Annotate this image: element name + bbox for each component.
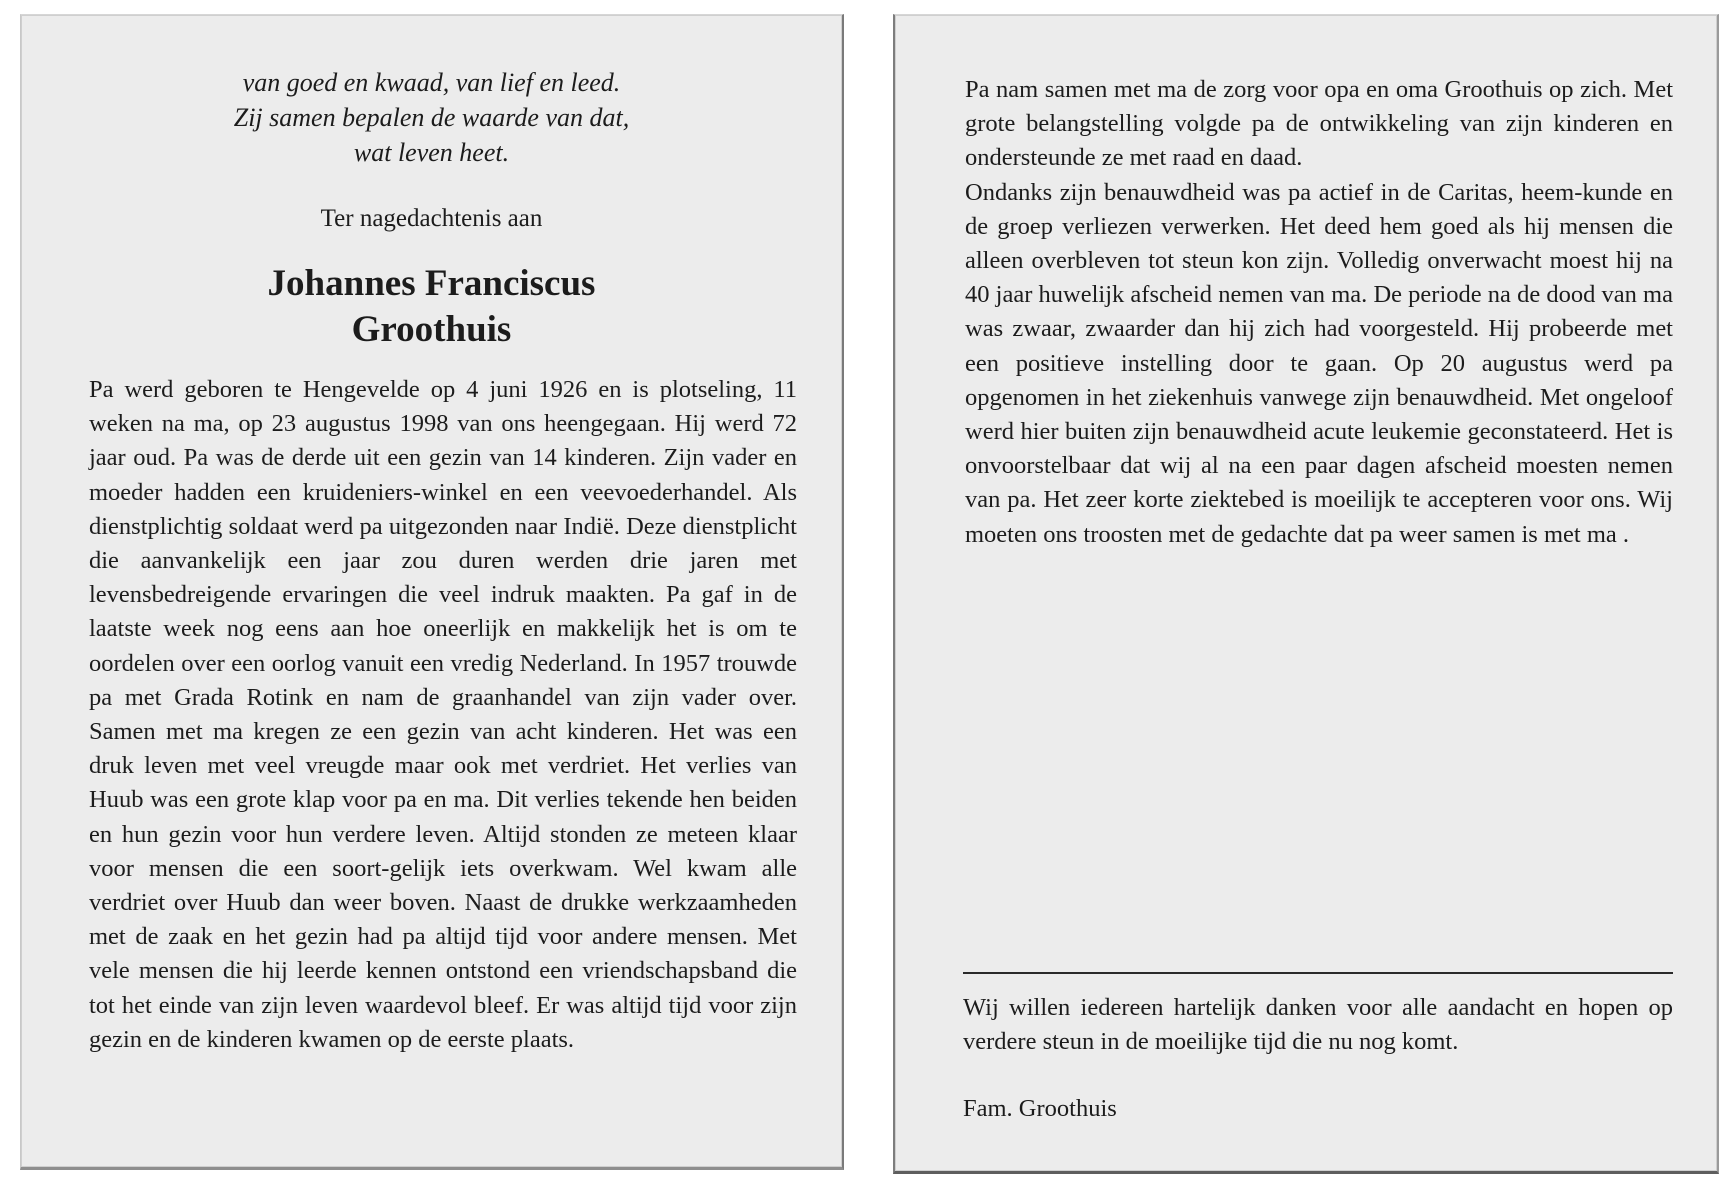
poem-line-2: Zij samen bepalen de waarde van dat, [233,103,630,132]
poem-line-1: van goed en kwaad, van lief en leed. [242,68,621,97]
story-paragraph-1: Pa nam samen met ma de zorg voor opa en oma Groothuis op zich. Met grote belangstelling volgde pa de ontwikkeling van zijn kinderen en ondersteunde ze met raad en daad. [965,76,1673,172]
poem-line-3: wat leven heet. [353,138,510,167]
story-paragraph-2: Ondanks zijn benauwdheid was pa actief in de Caritas, heem-kunde en de groep verliezen verwerken. Het deed hem goed als hij mensen die alleen overbleven tot steun kon zijn. Volledig onverwacht moest hij na 40 jaar huwelijk afscheid nemen van ma. De periode na de dood van ma was zwaar, zwaarder dan hij zich had voorgesteld. Hij probeerde met een positieve instelling door te gaan. Op 20 augustus werd pa opgenomen in het ziekenhuis vanwege zijn benauwdheid. Met ongeloof werd hier buiten zijn benauwdheid acute leukemie geconstateerd. Het is onvoorstelbaar dat wij al na een paar dagen afscheid moesten nemen van pa. Het zeer korte ziektebed is moeilijk te accepteren voor ons. Wij moeten ons troosten met de gedachte dat pa weer samen is met ma . [965,178,1673,548]
poem-verse [21,65,842,170]
family-signature: Fam. Groothuis [963,1095,1117,1122]
memorial-card-left-page [20,14,844,1170]
deceased-name [21,261,842,353]
deceased-given-names: Johannes Franciscus [267,263,596,304]
memorial-intro: Ter nagedachtenis aan [320,205,543,232]
section-divider [963,972,1673,974]
biography-text: Pa werd geboren te Hengevelde op 4 juni 1926 en is plotseling, 11 weken na ma, op 23 augustus 1998 van ons heengegaan. Hij werd 72 jaar oud. Pa was de derde uit een gezin van 14 kinderen. Zijn vader en moeder hadden een kruideniers-winkel en een veevoederhandel. Als dienstplichtig soldaat werd pa uitgezonden naar Indië. Deze dienstplicht die aanvankelijk een jaar zou duren werden drie jaren met levensbedreigende ervaringen die veel indruk maakten. Pa gaf in de laatste week nog eens aan hoe oneerlijk en makkelijk het is om te oordelen over een oorlog vanuit een vredig Nederland. In 1957 trouwde pa met Grada Rotink en nam de graanhandel van zijn vader over. Samen met ma kregen ze een gezin van acht kinderen. Het was een druk leven met veel vreugde maar ook met verdriet. Het verlies van Huub was een grote klap voor pa en ma. Dit verlies tekende hen beiden en hun gezin voor hun verdere leven. Altijd stonden ze meteen klaar voor mensen die een soort-gelijk iets overkwam. Wel kwam alle verdriet over Huub dan weer boven. Naast de drukke werkzaamheden met de zaak en het gezin had pa altijd tijd voor andere mensen. Met vele mensen die hij leerde kennen ontstond een vriendschapsband die tot het einde van zijn leven waardevol bleef. Er was altijd tijd voor zijn gezin en de kinderen kwamen op de eerste plaats. [89,376,797,1053]
thank-you-note: Wij willen iedereen hartelijk danken voor alle aandacht en hopen op verdere steun in de moeilijke tijd die nu nog komt. [963,994,1673,1056]
deceased-surname: Groothuis [351,309,512,350]
memorial-card-right-page [893,14,1719,1174]
life-story [965,73,1673,552]
